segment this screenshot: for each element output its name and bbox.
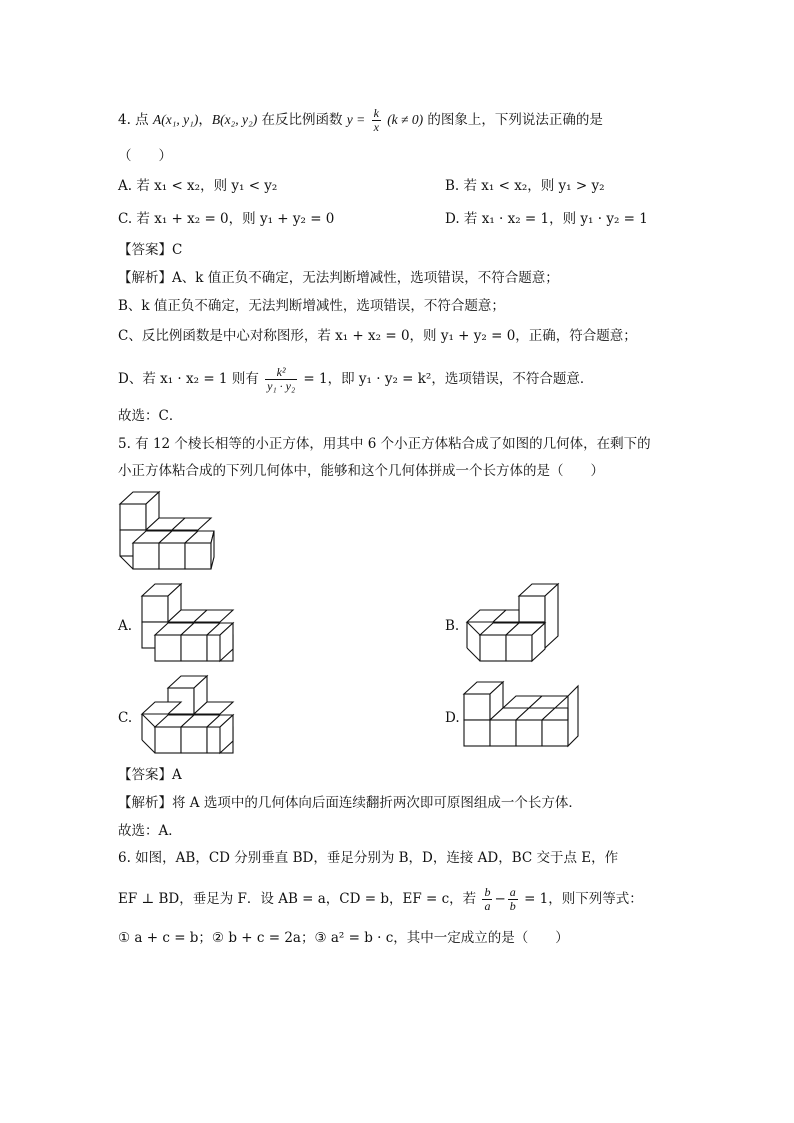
- cube-option-b: [462, 582, 562, 667]
- answer: 【答案】C: [118, 242, 183, 258]
- analysis-line: C、反比例函数是中心对称图形，若 x₁ + x₂ = 0，则 y₁ + y₂ = 0，正确，符合题意；: [118, 328, 637, 344]
- fraction-numerator: b: [484, 885, 491, 899]
- point-b: B(x₂, y₂): [211, 112, 258, 127]
- point-a: A(x₁, y₁): [152, 112, 199, 127]
- q6-stem-line: 6. 如图，AB，CD 分别垂直 BD，垂足分别为 B，D，连接 AD，BC 交于点 E，作: [118, 850, 619, 866]
- q6-fraction-b-over-a: [482, 886, 492, 913]
- fraction-denominator: y₁ · y₂: [267, 379, 296, 393]
- analysis-line: [118, 366, 593, 393]
- q6-text: EF ⊥ BD，垂足为 F．设 AB = a，CD = b，EF = c，若: [118, 891, 477, 907]
- q6-stem-line: [118, 886, 643, 913]
- option-d-label: D.: [445, 710, 460, 726]
- fraction-numerator: k: [373, 106, 379, 120]
- cube-option-c: [140, 674, 240, 759]
- q4-stem: [118, 107, 603, 134]
- option-a: A. 若 x₁ < x₂，则 y₁ < y₂: [118, 178, 278, 194]
- cube-option-a: [140, 582, 240, 667]
- analysis-line: 【解析】A、k 值正负不确定，无法判断增减性，选项错误，不符合题意；: [118, 270, 559, 286]
- cube-figure-main: [118, 490, 218, 575]
- cube-option-d: [462, 674, 582, 759]
- option-c-label: C.: [118, 710, 133, 726]
- fraction-denominator: x: [373, 120, 379, 134]
- stem-mid: 在反比例函数: [261, 112, 343, 128]
- answer: 【答案】A: [118, 767, 182, 783]
- option-d: D. 若 x₁ · x₂ = 1，则 y₁ · y₂ = 1: [445, 211, 648, 227]
- option-b-label: B.: [445, 618, 460, 634]
- option-c: C. 若 x₁ + x₂ = 0，则 y₁ + y₂ = 0: [118, 211, 335, 227]
- conclusion: 故选：A．: [118, 823, 182, 839]
- function-condition: (k ≠ 0): [387, 112, 424, 127]
- analysis-line: B、k 值正负不确定，无法判断增减性，选项错误，不符合题意；: [118, 298, 505, 314]
- q5-stem-line: 小正方体粘合成的下列几何体中，能够和这个几何体拼成一个长方体的是（ ）: [118, 463, 604, 479]
- fraction-denominator: a: [484, 899, 491, 913]
- q6-fraction-a-over-b: [508, 886, 518, 913]
- fraction-denominator: b: [509, 899, 516, 913]
- answer-paren: （ ）: [118, 148, 172, 164]
- function-lhs: y =: [346, 112, 366, 127]
- fraction-numerator: a: [509, 885, 516, 899]
- function-fraction: [372, 107, 381, 134]
- analysis-line: 【解析】将 A 选项中的几何体向后面连续翻折两次即可原图组成一个长方体．: [118, 795, 582, 811]
- analysis-text: = 1，即 y₁ · y₂ = k²，选项错误，不符合题意．: [303, 371, 594, 387]
- option-b: B. 若 x₁ < x₂，则 y₁ > y₂: [445, 178, 605, 194]
- q4-number: 4. 点: [118, 112, 149, 128]
- minus-sign: −: [494, 891, 506, 907]
- analysis-text: D、若 x₁ · x₂ = 1 则有: [118, 371, 259, 387]
- fraction-numerator: k²: [265, 366, 297, 380]
- option-a-label: A.: [118, 618, 133, 634]
- conclusion: 故选：C．: [118, 408, 183, 424]
- q6-text: = 1，则下列等式：: [524, 891, 643, 907]
- analysis-fraction: [265, 366, 297, 393]
- separator: ，: [198, 112, 212, 128]
- q6-stem-line: ① a + c = b；② b + c = 2a；③ a² = b · c，其中一定成立的是（ ）: [118, 930, 569, 946]
- q5-stem-line: 5. 有 12 个棱长相等的小正方体，用其中 6 个小正方体粘合成了如图的几何体，在剩下的: [118, 436, 651, 452]
- stem-end: 的图象上，下列说法正确的是: [427, 112, 603, 128]
